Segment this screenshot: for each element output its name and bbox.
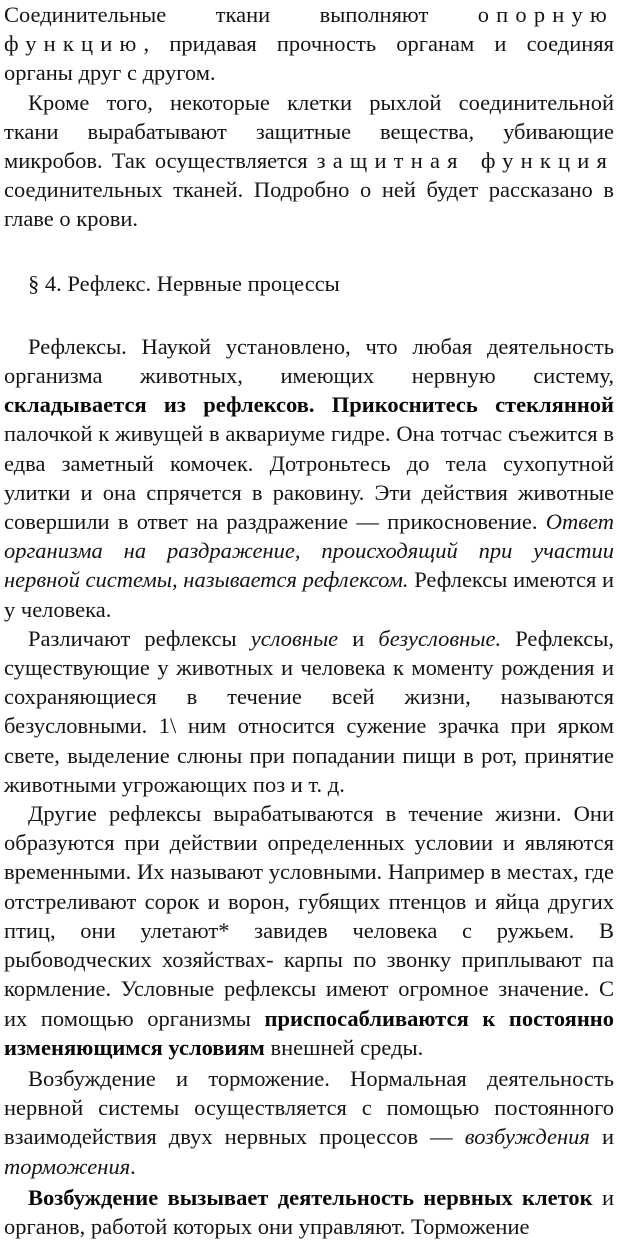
section-heading: § 4. Рефлекс. Нервные процессы	[28, 270, 340, 296]
spaced-term: защитная функция	[316, 148, 614, 174]
text-run: .	[130, 1153, 136, 1179]
text-run: Кроме того, некоторые клетки рыхлой соединительной ткани вырабатывают защитные вещества, убивающие микробов. Так осуществляется	[4, 89, 614, 174]
bold-run: складывается из рефлексов. Прикоснитесь стеклянной	[4, 392, 614, 418]
text-run: палочкой к живущей в аквариуме гидре. Она тотчас съежится в едва заметный комочек. Дотроньтесь до тела сухопутной улитки и она спрячется в раковину. Эти действия животные совершили в ответ на раздражение — прикосновение.	[4, 421, 614, 535]
bold-run: приспосабливаются к постоянно изменяющимся условиям	[4, 1005, 615, 1060]
italic-term: условные	[250, 625, 339, 651]
text-run: соединительных тканей. Подробно о ней будет рассказано в главе о крови.	[4, 177, 614, 232]
text-run: Соединительные ткани выполняют	[4, 2, 429, 27]
italic-definition: Ответ организма на раздражение, происходящий при участии нервной системы, называется рефлексом.	[4, 509, 614, 593]
italic-term: безусловные.	[378, 625, 502, 651]
paragraph-excitation	[4, 1183, 614, 1241]
text-run: и	[352, 625, 365, 651]
spaced-term: опорную функцию	[4, 2, 614, 57]
paragraph-supporting-function	[4, 0, 614, 88]
paragraph-conditioned-reflexes	[4, 799, 614, 1062]
text-run: Рефлексы. Наукой установлено, что любая деятельность организма животных, имеющих нервную систему,	[4, 333, 614, 389]
text-run: Другие рефлексы вырабатываются в течение жизни. Они образуются при действии определенных условии и являются временными. Их называют условными. Например в местах, где отстреливают сорок и ворон, губящих птенцов и яйца других птиц, они улетают* завидев человека с ружьем. В рыбоводческих хозяйствах- карпы по звонку приплывают па кормление. Условные рефлексы имеют огромное значение. С их помощью организмы	[4, 801, 614, 1031]
italic-term: возбуждения	[464, 1124, 590, 1150]
paragraph-reflexes	[4, 332, 614, 624]
text-run: и	[601, 1124, 615, 1150]
paragraph-excitation-inhibition	[4, 1064, 614, 1181]
text-run: Различают рефлексы	[28, 625, 237, 651]
text-run: и органов, работой которых они управляют. Торможение	[4, 1184, 615, 1239]
text-run: Рефлексы имеются и у человека.	[4, 567, 615, 622]
paragraph-protective-function	[4, 88, 614, 234]
text-run: , придавая прочность органам и соединяя органы друг с другом.	[4, 31, 614, 86]
text-run: Возбуждение и торможение. Нормальная деятельность нервной системы осуществляется с помощью постоянного взаимодействия двух нервных процессов —	[4, 1065, 614, 1150]
italic-term: торможения	[4, 1153, 131, 1179]
bold-run: Возбуждение вызывает деятельность нервных клеток	[28, 1184, 593, 1210]
text-run: Рефлексы, существующие у животных и человека к моменту рождения и сохраняющиеся в течение всей жизни, называются безусловными. 1\ ним относится сужение зрачка при ярком свете, выделение слюны при попадании пищи в рот, принятие животными угрожающих поз и т. д.	[4, 625, 615, 797]
text-run: внешней среды.	[270, 1034, 424, 1060]
paragraph-unconditioned-reflexes	[4, 624, 614, 799]
